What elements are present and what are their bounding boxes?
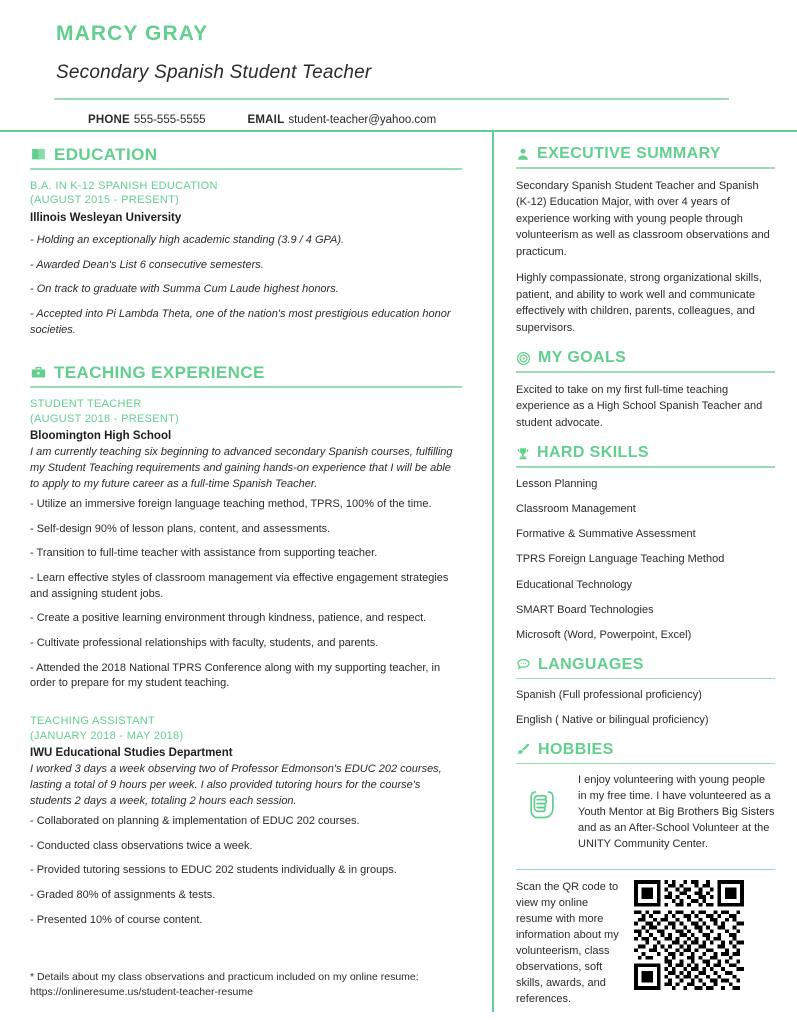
section-teaching-experience xyxy=(30,364,462,928)
section-heading-hard-skills xyxy=(516,445,775,461)
section-rule-teaching-experience xyxy=(30,386,462,388)
language-item: English ( Native or bilingual proficiency) xyxy=(516,714,709,727)
contact-row xyxy=(56,114,767,126)
education-entry xyxy=(30,179,462,339)
experience-entry-header xyxy=(30,397,462,427)
paintbrush-icon xyxy=(516,742,531,757)
qr-instructions: Scan the QR code to view my online resume with more information about my volunteerism, class observations, soft skills, awards, and references. xyxy=(516,881,619,1005)
experience-description: I worked 3 days a week observing two of Professor Edmonson's EDUC 202 courses, lasting a total of 9 hours per week. I also provided tutoring hours for the course's students 2 days a week, totaling 2 hours each session. xyxy=(30,763,442,808)
section-title-education: EDUCATION xyxy=(54,145,158,164)
education-bullet: - On track to graduate with Summa Cum Laude highest honors. xyxy=(30,283,339,296)
my-goals-paragraph: Excited to take on my first full-time teaching experience as a High School Spanish Teacher and student advocate. xyxy=(516,383,763,429)
target-icon xyxy=(516,351,531,366)
hard-skill-item: TPRS Foreign Language Teaching Method xyxy=(516,553,725,566)
experience-bullet: - Transition to full-time teacher with assistance from supporting teacher. xyxy=(30,547,378,560)
section-heading-executive-summary xyxy=(516,146,775,162)
experience-bullet: - Learn effective styles of classroom management via effective engagement strategies and assigning student jobs. xyxy=(30,572,449,600)
section-rule-my-goals xyxy=(516,371,775,373)
section-education xyxy=(30,146,462,338)
hobby-entry xyxy=(516,773,775,853)
education-degree: B.A. IN K-12 SPANISH EDUCATION xyxy=(30,179,218,192)
section-my-goals xyxy=(516,350,775,431)
education-bullet: - Accepted into Pi Lambda Theta, one of the nation's most prestigious education honor societies. xyxy=(30,308,451,336)
education-entry-header xyxy=(30,179,462,209)
header-divider xyxy=(54,98,729,100)
section-title-hobbies: HOBBIES xyxy=(538,740,614,758)
phone-label: PHONE xyxy=(88,113,130,126)
section-title-my-goals: MY GOALS xyxy=(538,349,627,366)
section-executive-summary xyxy=(516,146,775,336)
experience-entry xyxy=(30,714,462,929)
section-hobbies xyxy=(516,742,775,853)
section-rule-languages xyxy=(516,678,775,680)
experience-bullet: - Collaborated on planning & implementation of EDUC 202 courses. xyxy=(30,815,360,828)
section-title-languages: LANGUAGES xyxy=(538,655,644,673)
section-rule-hard-skills xyxy=(516,466,775,468)
resume-body xyxy=(0,140,797,1024)
experience-entry xyxy=(30,397,462,692)
hard-skill-item: Educational Technology xyxy=(516,578,632,591)
email-value: student-teacher@yahoo.com xyxy=(288,113,437,126)
experience-bullet: - Graded 80% of assignments & tests. xyxy=(30,889,216,902)
section-hard-skills xyxy=(516,445,775,643)
resume-header xyxy=(0,0,797,126)
trophy-icon xyxy=(516,446,530,461)
section-heading-hobbies xyxy=(516,742,775,758)
experience-bullet: - Self-design 90% of lesson plans, content, and assessments. xyxy=(30,522,331,535)
hard-skill-item: Lesson Planning xyxy=(516,477,598,490)
hobby-text: I enjoy volunteering with young people in my free time. I have volunteered as a Youth Mentor at Big Brothers Big Sisters and as an After-School Volunteer at the UNITY Community Center. xyxy=(578,774,775,850)
experience-bullet: - Utilize an immersive foreign language teaching method, TPRS, 100% of the time. xyxy=(30,498,432,511)
education-school: Illinois Wesleyan University xyxy=(30,212,182,225)
language-item: Spanish (Full professional proficiency) xyxy=(516,689,702,702)
section-heading-languages xyxy=(516,657,775,673)
section-rule-hobbies xyxy=(516,763,775,765)
hard-skill-item: Classroom Management xyxy=(516,502,636,515)
section-title-teaching-experience: TEACHING EXPERIENCE xyxy=(54,363,265,383)
experience-bullet: - Provided tutoring sessions to EDUC 202 students individually & in groups. xyxy=(30,864,397,877)
education-date: (AUGUST 2015 - PRESENT) xyxy=(30,194,180,207)
header-bottom-rule xyxy=(0,130,797,132)
experience-org: IWU Educational Studies Department xyxy=(30,747,233,760)
person-icon xyxy=(516,147,530,162)
email-label: EMAIL xyxy=(247,113,285,126)
hard-skill-item: SMART Board Technologies xyxy=(516,603,654,616)
briefcase-icon xyxy=(30,364,47,381)
experience-entry-header xyxy=(30,714,462,744)
section-rule-education xyxy=(30,168,462,170)
experience-bullet: - Create a positive learning environment through kindness, patience, and respect. xyxy=(30,612,427,625)
left-column xyxy=(0,140,492,1024)
section-heading-my-goals xyxy=(516,350,775,366)
qr-code xyxy=(634,880,744,995)
helping-hands-icon xyxy=(516,773,568,836)
book-icon xyxy=(30,146,47,163)
experience-date: (JANUARY 2018 - MAY 2018) xyxy=(30,729,184,742)
executive-summary-paragraph: Secondary Spanish Student Teacher and Spanish (K-12) Education Major, with over 4 years of experience working with young people through volunteerism as well as classroom observations and practicum. xyxy=(516,179,770,258)
experience-role: TEACHING ASSISTANT xyxy=(30,714,155,727)
section-title-hard-skills: HARD SKILLS xyxy=(537,444,649,461)
section-heading-education xyxy=(30,146,462,163)
experience-role: STUDENT TEACHER xyxy=(30,397,142,410)
qr-divider xyxy=(516,869,775,871)
education-bullet: - Awarded Dean's List 6 consecutive semesters. xyxy=(30,258,264,271)
section-languages xyxy=(516,657,775,728)
hard-skill-item: Microsoft (Word, Powerpoint, Excel) xyxy=(516,629,692,642)
experience-date: (AUGUST 2018 - PRESENT) xyxy=(30,412,180,425)
experience-bullet: - Presented 10% of course content. xyxy=(30,913,203,926)
section-rule-executive-summary xyxy=(516,167,775,169)
section-heading-teaching-experience xyxy=(30,364,462,381)
experience-bullet: - Attended the 2018 National TPRS Conference along with my supporting teacher, in order to prepare for my student teaching. xyxy=(30,661,441,690)
page-title: MARCY GRAY xyxy=(56,22,209,45)
experience-bullet: - Cultivate professional relationships with faculty, students, and parents. xyxy=(30,636,379,649)
job-title: Secondary Spanish Student Teacher xyxy=(56,62,372,83)
experience-org: Bloomington High School xyxy=(30,430,172,443)
section-title-executive-summary: EXECUTIVE SUMMARY xyxy=(537,145,722,162)
hard-skill-item: Formative & Summative Assessment xyxy=(516,528,696,541)
qr-section xyxy=(516,880,775,1008)
executive-summary-paragraph: Highly compassionate, strong organizational skills, patient, and ability to work well and communicate effectively with children, parents, colleagues, and supervisors. xyxy=(516,272,762,334)
speech-bubble-icon xyxy=(516,657,531,672)
phone-value: 555-555-5555 xyxy=(133,113,206,126)
footnote: * Details about my class observations and practicum included on my online resume: https://onlineresume.us/student-teacher-resume xyxy=(30,971,419,999)
experience-bullet: - Conducted class observations twice a week. xyxy=(30,839,253,852)
experience-description: I am currently teaching six beginning to advanced secondary Spanish courses, fulfilling my Student Teaching requirements and gaining hands-on experience that I will be able to apply to my future career as a full-time Spanish Teacher. xyxy=(30,446,453,491)
right-column xyxy=(494,140,797,1024)
education-bullet: - Holding an exceptionally high academic standing (3.9 / 4 GPA). xyxy=(30,234,345,247)
